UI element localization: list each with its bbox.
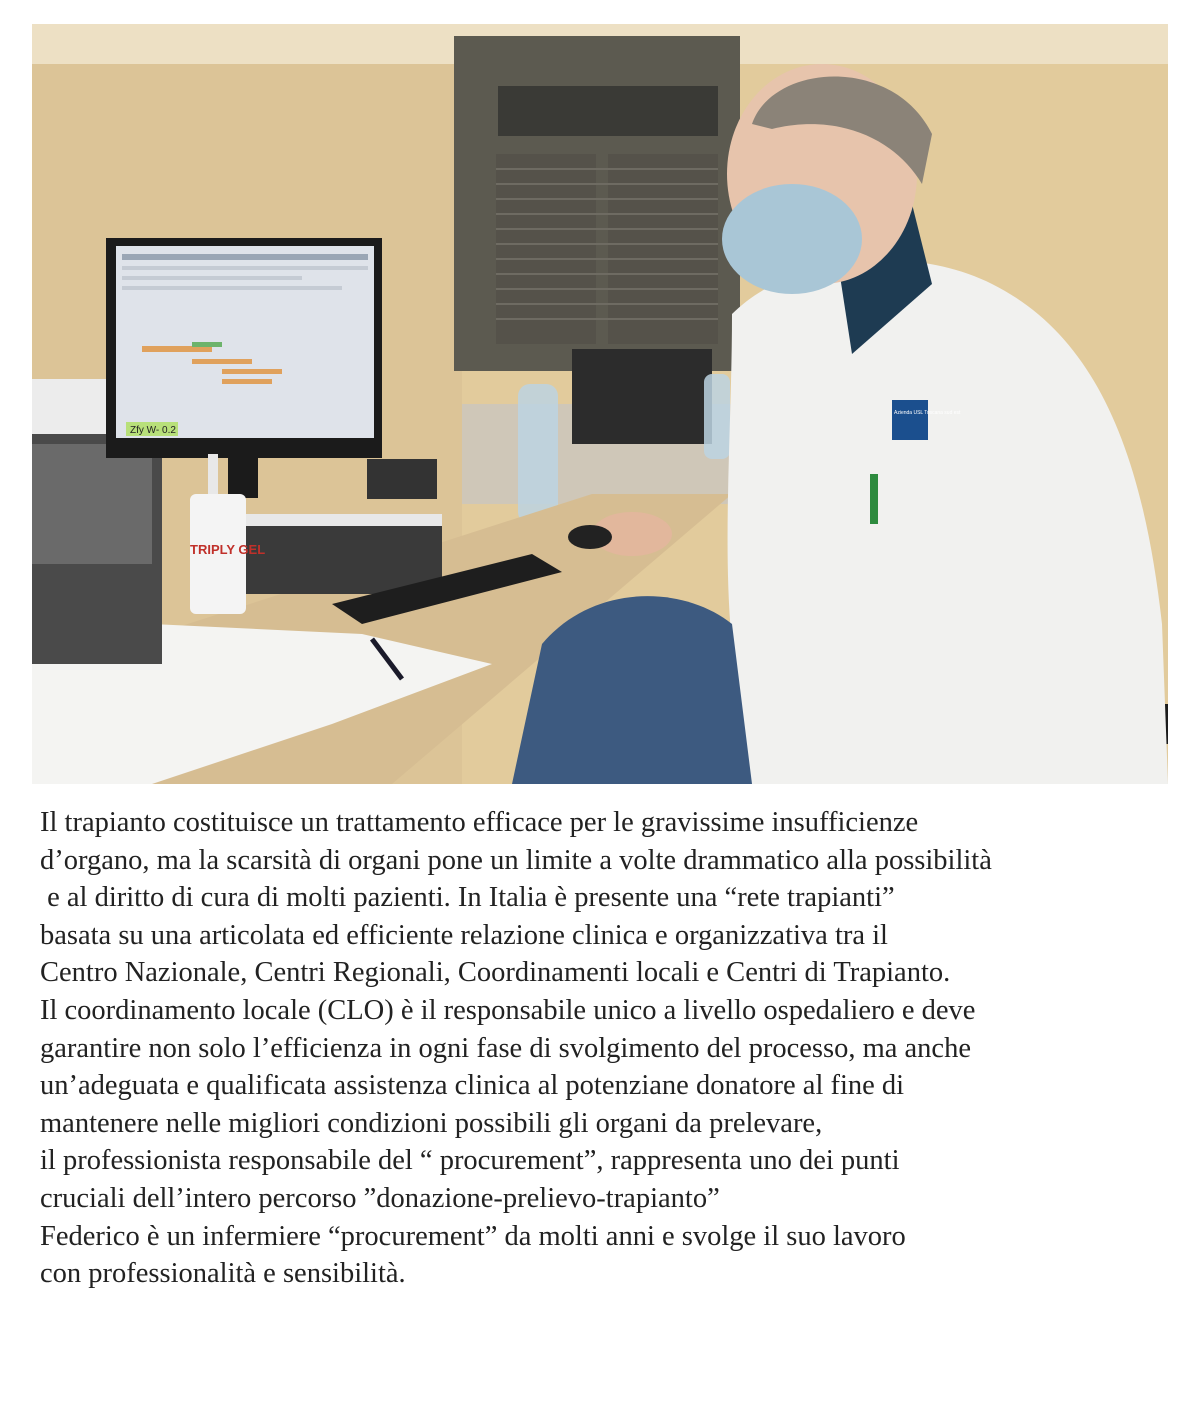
surgical-mask	[722, 184, 862, 294]
mouse	[568, 525, 612, 549]
computer-case-top	[242, 514, 442, 526]
pocket-pen	[870, 474, 878, 524]
window-shutter-right	[608, 154, 718, 344]
left-printer-top	[32, 444, 152, 564]
caption-line: cruciali dell’intero percorso ”donazione-prelievo-trapianto”	[40, 1182, 720, 1214]
gel-bottle-label: TRIPLY GEL	[190, 542, 266, 557]
window-shutter-left	[496, 154, 596, 344]
window-top-pane	[498, 86, 718, 136]
office-photo	[32, 24, 1168, 784]
caption-line: Il trapianto costituisce un trattamento efficace per le gravissime insufficienze	[40, 807, 919, 838]
caption-line: Il coordinamento locale (CLO) è il responsabile unico a livello ospedaliero e deve	[40, 994, 976, 1026]
caption-line: e al diritto di cura di molti pazienti. In Italia è presente una “rete trapianti”	[40, 882, 895, 914]
caption-line: Federico è un infermiere “procurement” da molti anni e svolge il suo lavoro	[40, 1220, 906, 1252]
caption-line: d’organo, ma la scarsità di organi pone un limite a volte drammatico alla possibilità	[40, 844, 992, 876]
caption-line: un’adeguata e qualificata assistenza clinica al potenziane donatore al fine di	[40, 1070, 905, 1102]
monitor-screen	[116, 246, 374, 438]
water-bottle	[518, 384, 558, 524]
caption-text	[40, 804, 1190, 1293]
monitor-stand	[228, 458, 258, 498]
office-photo-illustration	[32, 24, 1168, 784]
id-badge	[892, 400, 928, 440]
caption-line: con professionalità e sensibilità.	[40, 1258, 406, 1290]
caption-line: il professionista responsabile del “ procurement”, rappresenta uno dei punti	[40, 1145, 900, 1177]
monitor-sticker-text: Zfy W- 0.2	[130, 425, 176, 436]
id-badge-text: Azienda USL Toscana sud est	[894, 410, 961, 416]
gel-pump	[208, 454, 218, 494]
caption-line: garantire non solo l’efficienza in ogni fase di svolgimento del processo, ma anche	[40, 1032, 971, 1064]
water-bottle-small	[704, 374, 730, 459]
caption-line: basata su una articolata ed efficiente relazione clinica e organizzativa tra il	[40, 919, 888, 951]
back-printer	[572, 349, 712, 444]
caption-line: mantenere nelle migliori condizioni possibili gli organi da prelevare,	[40, 1107, 823, 1139]
caption-line: Centro Nazionale, Centri Regionali, Coordinamenti locali e Centri di Trapianto.	[40, 957, 951, 989]
phone	[367, 459, 437, 499]
